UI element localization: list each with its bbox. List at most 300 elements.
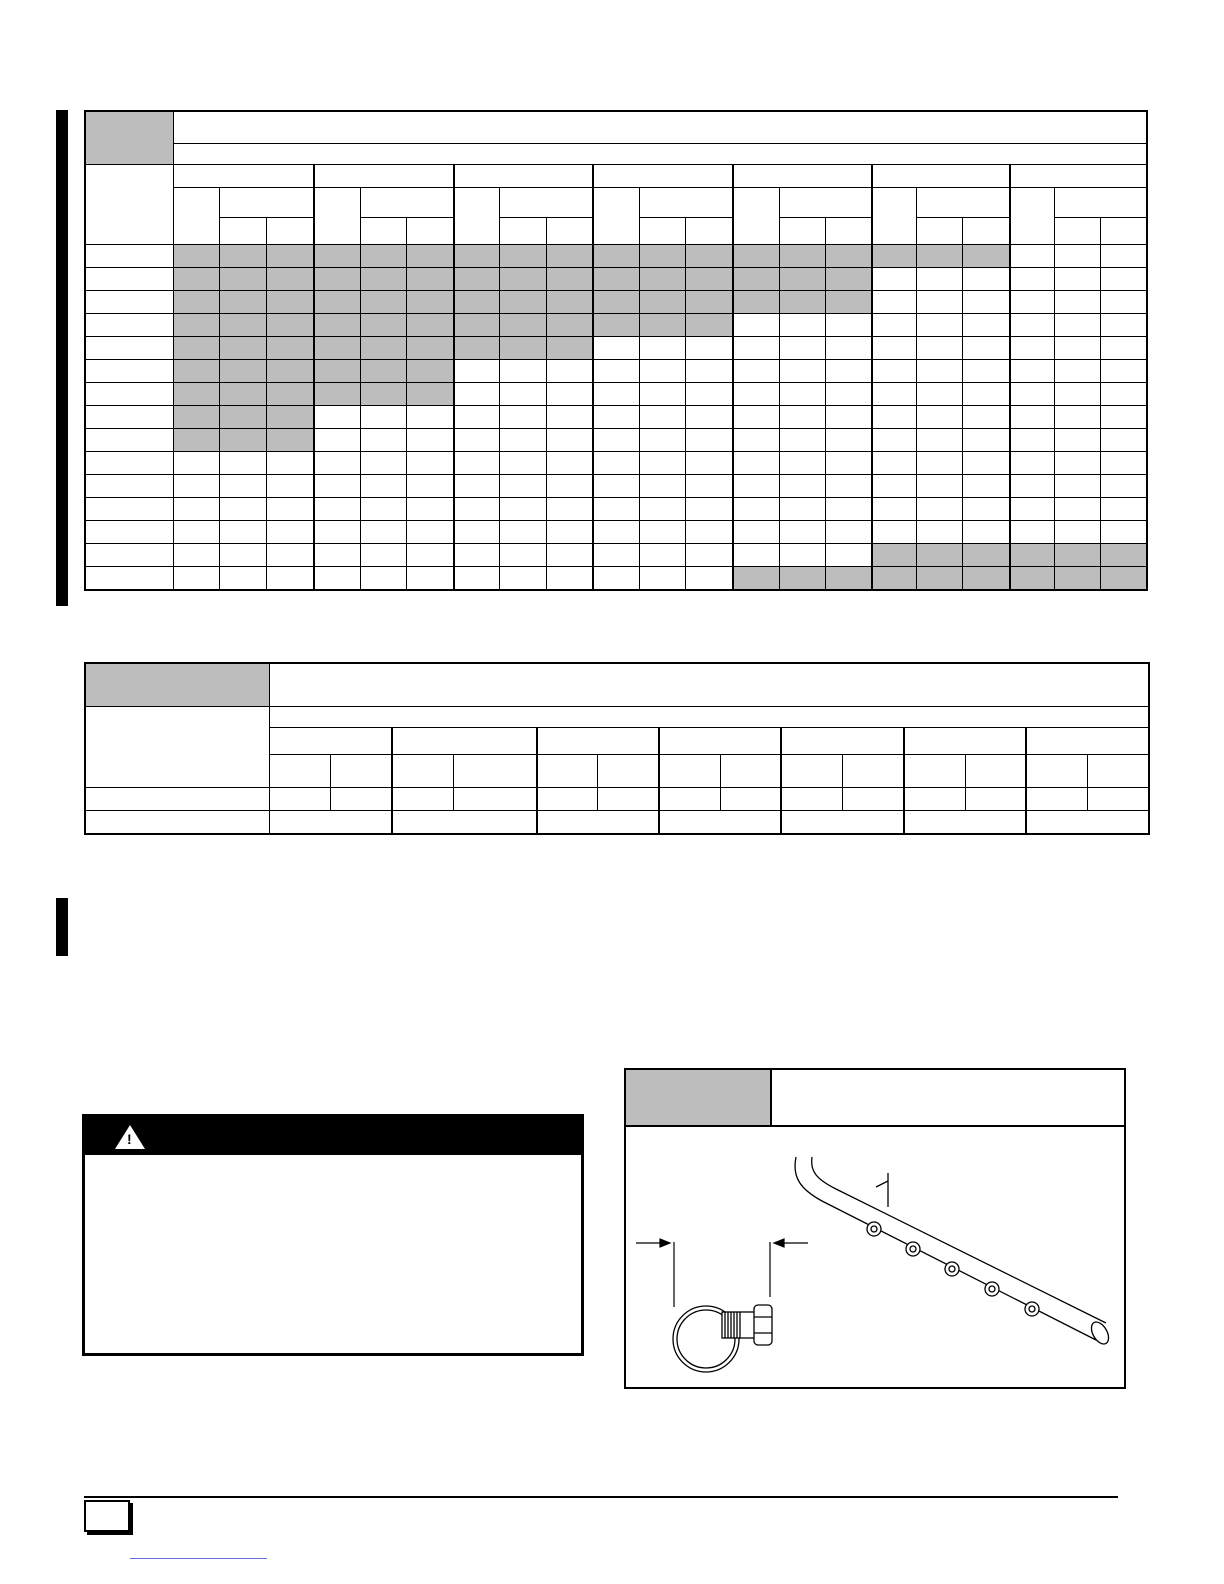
table1-cell	[220, 406, 267, 429]
table1-cell	[639, 544, 685, 567]
table1-cell	[779, 337, 825, 360]
table1-cell	[825, 521, 872, 544]
table1-cell	[1100, 475, 1147, 498]
table2-row	[85, 811, 1149, 835]
table1-cell	[686, 360, 733, 383]
table1-row-label-header	[85, 165, 173, 245]
table1-cell	[825, 475, 872, 498]
table1-cell	[500, 498, 546, 521]
table1-cell	[963, 521, 1010, 544]
table1-cell	[360, 452, 406, 475]
table2-cell	[537, 811, 659, 835]
table1-cell	[454, 452, 500, 475]
table1-cell	[917, 360, 963, 383]
table1-cell	[1100, 406, 1147, 429]
section-heading	[84, 904, 1084, 944]
table1-row	[85, 521, 1147, 544]
table1-cell	[267, 452, 314, 475]
table1-cell	[825, 429, 872, 452]
table1-row-label	[85, 245, 173, 268]
table1-cell	[220, 498, 267, 521]
table1-cell	[173, 383, 219, 406]
table1-cell	[872, 337, 916, 360]
table1-corner-cell	[85, 111, 173, 165]
table1-subheader	[639, 188, 732, 218]
orifice-side-view	[673, 1305, 772, 1372]
table2-subheader	[904, 755, 965, 788]
table1-cell	[267, 521, 314, 544]
table1-title	[173, 111, 1147, 143]
footer-link[interactable]	[130, 1558, 267, 1559]
table1-cell	[593, 429, 639, 452]
table2-subtitle	[270, 707, 1149, 728]
table1-cell	[1054, 291, 1100, 314]
table1-cell	[1100, 498, 1147, 521]
table1-cell	[1010, 291, 1054, 314]
orifice-table-main	[84, 110, 1148, 591]
table1-cell	[267, 475, 314, 498]
table1-subheader	[360, 188, 453, 218]
table1-cell	[1054, 544, 1100, 567]
table2-subtitle-row	[85, 707, 1149, 728]
table1-cell	[1010, 475, 1054, 498]
table1-cell	[639, 314, 685, 337]
table1-cell	[500, 291, 546, 314]
table2-cell	[965, 788, 1026, 811]
table1-subtitle-row	[85, 143, 1147, 164]
table1-cell	[220, 544, 267, 567]
table1-cell	[454, 498, 500, 521]
table2-cell	[904, 811, 1026, 835]
table1-cell	[872, 498, 916, 521]
table1-cell	[872, 475, 916, 498]
table1-row-label	[85, 383, 173, 406]
table1-cell	[1054, 337, 1100, 360]
table1-cell	[1054, 314, 1100, 337]
table1-cell	[500, 314, 546, 337]
table1-cell	[872, 429, 916, 452]
table1-cell	[593, 544, 639, 567]
table1-cell	[454, 268, 500, 291]
table1-subheader	[314, 188, 360, 245]
table1-cell	[686, 544, 733, 567]
table2-subheader	[331, 755, 392, 788]
table1-cell	[500, 360, 546, 383]
manifold-pipe	[795, 1157, 1112, 1347]
table1-cell	[314, 337, 360, 360]
table1-cell	[825, 498, 872, 521]
table1-cell	[917, 429, 963, 452]
table1-cell	[454, 245, 500, 268]
table1-cell	[314, 360, 360, 383]
table1-cell	[314, 314, 360, 337]
table1-cell	[220, 291, 267, 314]
table1-cell	[593, 314, 639, 337]
table1-cell	[686, 268, 733, 291]
table1-cell	[825, 337, 872, 360]
table1-cell	[1010, 498, 1054, 521]
table1-cell	[872, 291, 916, 314]
table2-cell	[659, 788, 720, 811]
table1-row-label	[85, 452, 173, 475]
table1-subheader	[1054, 217, 1100, 244]
table1-row-label	[85, 268, 173, 291]
table2-cell	[720, 788, 781, 811]
table1-cell	[825, 544, 872, 567]
table2-subheader	[270, 755, 331, 788]
table1-cell	[825, 452, 872, 475]
table1-cell	[686, 521, 733, 544]
table1-cell	[1100, 429, 1147, 452]
table1-cell	[872, 521, 916, 544]
table1-cell	[454, 291, 500, 314]
table1-cell	[963, 268, 1010, 291]
table1-cell	[360, 498, 406, 521]
table1-cell	[1010, 360, 1054, 383]
burner-manifold-illustration	[626, 1127, 1124, 1389]
table1-cell	[220, 475, 267, 498]
table1-cell	[1054, 268, 1100, 291]
table1-cell	[1010, 521, 1054, 544]
table1-cell	[779, 567, 825, 591]
table1-cell	[406, 245, 453, 268]
table1-cell	[1054, 429, 1100, 452]
table1-cell	[779, 429, 825, 452]
table1-cell	[267, 360, 314, 383]
table1-cell	[825, 360, 872, 383]
table1-cell	[406, 567, 453, 591]
table1-cell	[825, 406, 872, 429]
table1-cell	[639, 360, 685, 383]
table1-cell	[1100, 544, 1147, 567]
table2-cell	[843, 788, 904, 811]
table1-cell	[963, 475, 1010, 498]
table1-cell	[963, 452, 1010, 475]
table1-cell	[360, 337, 406, 360]
table2-group-header	[781, 728, 903, 755]
table1-cell	[1010, 245, 1054, 268]
table1-subheader	[220, 217, 267, 244]
table1-group-header	[1010, 165, 1147, 188]
table1-cell	[639, 337, 685, 360]
table1-cell	[360, 291, 406, 314]
table1-cell	[639, 291, 685, 314]
warning-triangle-icon	[115, 1125, 145, 1149]
table1-cell	[825, 567, 872, 591]
table1-cell	[593, 360, 639, 383]
table1-subheader	[639, 217, 685, 244]
table1-cell	[546, 268, 593, 291]
table1-cell	[1100, 452, 1147, 475]
table1-cell	[406, 498, 453, 521]
table1-body	[85, 245, 1147, 591]
table1-subheader	[779, 188, 872, 218]
table1-row	[85, 383, 1147, 406]
table1-row-label	[85, 406, 173, 429]
table1-cell	[314, 567, 360, 591]
table1-cell	[872, 383, 916, 406]
table1-cell	[686, 452, 733, 475]
table2-subheader	[537, 755, 598, 788]
table1-cell	[917, 291, 963, 314]
table2-cell	[392, 811, 537, 835]
table1-cell	[314, 245, 360, 268]
table1-cell	[454, 314, 500, 337]
table1-cell	[546, 567, 593, 591]
table1-subheader	[917, 217, 963, 244]
table1-cell	[963, 498, 1010, 521]
table2-cell	[270, 788, 331, 811]
table1-subheader	[779, 217, 825, 244]
table1-cell	[173, 314, 219, 337]
table1-cell	[1100, 337, 1147, 360]
table1-cell	[220, 429, 267, 452]
table1-row-label	[85, 337, 173, 360]
table1-cell	[500, 406, 546, 429]
table1-cell	[686, 498, 733, 521]
table2-subheader	[720, 755, 781, 788]
table1-cell	[314, 452, 360, 475]
table1-cell	[733, 337, 779, 360]
table1-cell	[500, 383, 546, 406]
table1-row	[85, 314, 1147, 337]
table1-cell	[686, 291, 733, 314]
table1-cell	[454, 521, 500, 544]
table1-cell	[500, 245, 546, 268]
table1-cell	[1054, 475, 1100, 498]
table1-cell	[779, 383, 825, 406]
table1-cell	[1100, 268, 1147, 291]
table1-cell	[267, 268, 314, 291]
table1-cell	[593, 498, 639, 521]
table1-cell	[267, 567, 314, 591]
table1-cell	[267, 406, 314, 429]
table2-cell	[1026, 811, 1149, 835]
table1-cell	[686, 406, 733, 429]
table1-cell	[917, 383, 963, 406]
table1-cell	[779, 245, 825, 268]
table1-cell	[779, 498, 825, 521]
table1-cell	[963, 544, 1010, 567]
table1-cell	[779, 360, 825, 383]
table2-subheader	[659, 755, 720, 788]
table1-cell	[872, 268, 916, 291]
table1-cell	[314, 544, 360, 567]
table1-cell	[1054, 521, 1100, 544]
table1-cell	[500, 452, 546, 475]
table1-cell	[1054, 245, 1100, 268]
table1-group-header	[593, 165, 733, 188]
table2-row-label	[85, 811, 270, 835]
table1-cell	[593, 475, 639, 498]
table1-cell	[360, 383, 406, 406]
table1-cell	[173, 498, 219, 521]
figure-box	[624, 1068, 1126, 1389]
table1-cell	[825, 383, 872, 406]
table1-subheader	[406, 217, 453, 244]
table1-cell	[917, 544, 963, 567]
table1-cell	[267, 498, 314, 521]
table1-cell	[963, 567, 1010, 591]
table1-cell	[314, 383, 360, 406]
table1-row	[85, 337, 1147, 360]
table1-cell	[546, 291, 593, 314]
table1-cell	[173, 245, 219, 268]
table1-cell	[220, 268, 267, 291]
table1-cell	[546, 429, 593, 452]
table1-cell	[733, 429, 779, 452]
table1-cell	[639, 268, 685, 291]
table1-cell	[173, 291, 219, 314]
table1-cell	[686, 245, 733, 268]
dimension-arrows	[636, 1239, 808, 1307]
table1-cell	[360, 314, 406, 337]
table1-cell	[546, 245, 593, 268]
table1-cell	[1010, 268, 1054, 291]
table1-row	[85, 498, 1147, 521]
table1-cell	[220, 567, 267, 591]
section-marker-bar-mid	[56, 898, 68, 956]
table1-row	[85, 544, 1147, 567]
table1-cell	[220, 452, 267, 475]
table1-cell	[360, 475, 406, 498]
table1-cell	[733, 291, 779, 314]
table1-cell	[406, 360, 453, 383]
table1-cell	[1054, 452, 1100, 475]
table2-cell	[392, 788, 453, 811]
table1-cell	[546, 521, 593, 544]
table1-cell	[454, 383, 500, 406]
table1-cell	[220, 360, 267, 383]
table2-group-header	[1026, 728, 1149, 755]
table1-cell	[963, 291, 1010, 314]
table1-cell	[546, 383, 593, 406]
table1-cell	[1100, 245, 1147, 268]
table1-cell	[173, 521, 219, 544]
table1-row-label	[85, 429, 173, 452]
table1-cell	[454, 406, 500, 429]
table1-cell	[639, 567, 685, 591]
table2-cell	[270, 811, 392, 835]
table1-cell	[872, 360, 916, 383]
table1-cell	[963, 429, 1010, 452]
table1-subheader	[500, 188, 593, 218]
table1-cell	[917, 406, 963, 429]
table2-cell	[453, 788, 536, 811]
table1-cell	[963, 314, 1010, 337]
table1-cell	[267, 314, 314, 337]
table1-cell	[917, 314, 963, 337]
table1-cell	[733, 452, 779, 475]
table1-cell	[220, 383, 267, 406]
table1-row	[85, 268, 1147, 291]
table1-subheader	[686, 217, 733, 244]
table1-cell	[917, 337, 963, 360]
table1-cell	[314, 429, 360, 452]
table1-cell	[733, 406, 779, 429]
table1-cell	[1100, 360, 1147, 383]
table1-cell	[314, 268, 360, 291]
table1-cell	[733, 268, 779, 291]
table2-row-label	[85, 788, 270, 811]
table1-row	[85, 406, 1147, 429]
table1-subheader	[963, 217, 1010, 244]
table1-cell	[733, 498, 779, 521]
table1-subheader	[500, 217, 546, 244]
warning-body	[85, 1155, 581, 1175]
warning-header	[85, 1117, 581, 1155]
table1-cell	[360, 268, 406, 291]
orifice-fittings	[867, 1222, 1039, 1316]
table1-cell	[360, 567, 406, 591]
table2-subheader	[965, 755, 1026, 788]
table1-cell	[917, 245, 963, 268]
table2-cell	[331, 788, 392, 811]
table1-cell	[593, 452, 639, 475]
table1-cell	[733, 521, 779, 544]
table1-cell	[593, 337, 639, 360]
table1-cell	[779, 475, 825, 498]
table1-cell	[825, 314, 872, 337]
table2-subheader	[392, 755, 453, 788]
table1-cell	[314, 291, 360, 314]
table2-subheader	[453, 755, 536, 788]
table1-group-header	[173, 165, 314, 188]
table1-cell	[593, 245, 639, 268]
table1-cell	[733, 544, 779, 567]
table1-row-label	[85, 521, 173, 544]
table1-subtitle	[173, 143, 1147, 164]
table1-cell	[360, 544, 406, 567]
table1-cell	[314, 498, 360, 521]
table1-cell	[173, 452, 219, 475]
table1-cell	[779, 314, 825, 337]
table1-cell	[593, 521, 639, 544]
table1-cell	[267, 337, 314, 360]
table1-cell	[406, 337, 453, 360]
table2-cell	[537, 788, 598, 811]
table1-cell	[406, 383, 453, 406]
table1-cell	[1010, 383, 1054, 406]
table1-cell	[686, 475, 733, 498]
table2-cell	[781, 811, 903, 835]
table1-cell	[639, 429, 685, 452]
table1-cell	[779, 544, 825, 567]
table1-cell	[1100, 521, 1147, 544]
table1-title-row	[85, 111, 1147, 143]
table1-subheader	[220, 188, 314, 218]
table1-cell	[406, 452, 453, 475]
table1-row-label	[85, 475, 173, 498]
table1-cell	[220, 245, 267, 268]
table1-cell	[1010, 567, 1054, 591]
table2-subheader	[781, 755, 842, 788]
table1-group-header	[733, 165, 873, 188]
figure-label-cell	[626, 1070, 772, 1125]
table2-cell	[1026, 788, 1087, 811]
table1-cell	[314, 406, 360, 429]
table1-cell	[1054, 383, 1100, 406]
table1-subheader	[1010, 188, 1054, 245]
table1-cell	[360, 429, 406, 452]
table1-cell	[593, 291, 639, 314]
table1-row-label	[85, 314, 173, 337]
table1-cell	[500, 429, 546, 452]
table1-cell	[500, 544, 546, 567]
table1-cell	[220, 314, 267, 337]
table1-cell	[917, 521, 963, 544]
table2-row	[85, 788, 1149, 811]
